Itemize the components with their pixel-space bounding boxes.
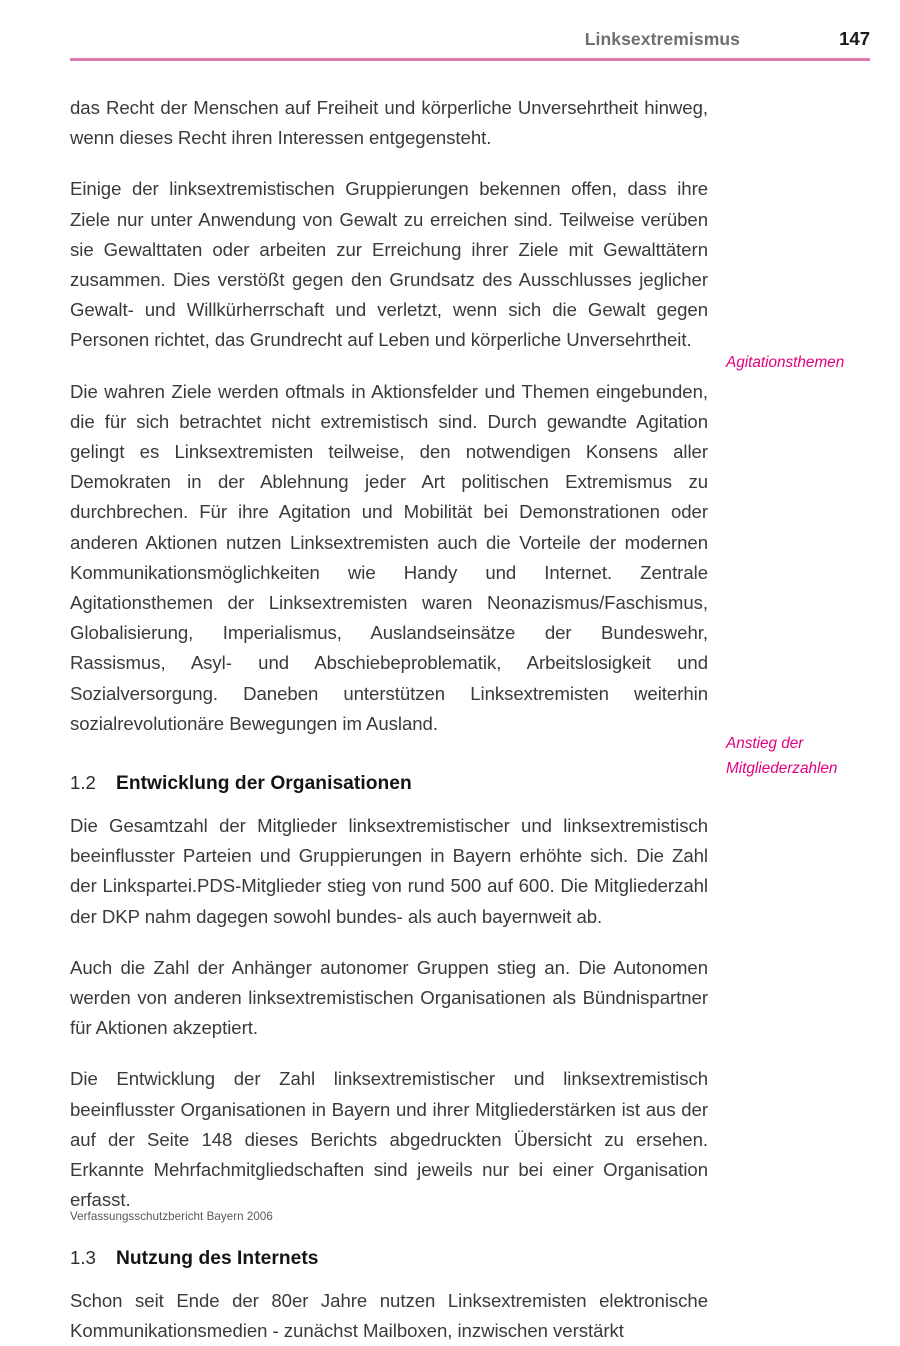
paragraph-mitgliederzahlen: Die Gesamtzahl der Mitglieder linksextremistischer und linksextremistisch beeinflusster Parteien und Gruppierungen in Bayern erhöhte sich. Die Zahl der Linkspartei.PDS-Mitglieder stieg von rund 500 auf 600. Die Mitgliederzahl der DKP nahm dagegen sowohl bundes- als auch bayernweit ab. <box>70 815 708 927</box>
paragraph-gewalt: Einige der linksextremistischen Gruppierungen bekennen offen, dass ihre Ziele nur unter Anwendung von Gewalt zu erreichen sind. Teilweise verüben sie Gewalttaten oder arbeiten zur Erreichung ihrer Ziele mit Gewalttätern zusammen. Dies verstößt gegen den Grundsatz des Ausschlusses jeglicher Gewalt- und Willkürherrschaft und verletzt, wenn sich die Gewalt gegen Personen richtet, das Grundrecht auf Leben und körperliche Unversehrtheit. <box>70 178 708 351</box>
section-title: Entwicklung der Organisationen <box>116 773 412 795</box>
paragraph-continuation: das Recht der Menschen auf Freiheit und körperliche Unversehrtheit hinweg, wenn dieses Recht ihren Interessen entgegensteht. <box>70 97 708 149</box>
page-footer: Verfassungsschutzbericht Bayern 2006 <box>70 1210 273 1223</box>
marginal-note-line-1: Anstieg der <box>726 735 804 752</box>
section-title: Nutzung des Internets <box>116 1247 319 1269</box>
running-head <box>70 28 870 58</box>
section-number: 1.3 <box>70 1246 96 1268</box>
section-heading-1-3 <box>70 1247 708 1270</box>
marginal-note-anstieg-mitgliederzahlen <box>726 731 894 781</box>
section-heading-1-2 <box>70 772 708 795</box>
section-number: 1.2 <box>70 772 96 794</box>
page-number: 147 <box>839 28 870 49</box>
marginal-note-text: Agitationsthemen <box>726 354 845 371</box>
paragraph-autonome: Auch die Zahl der Anhänger autonomer Gruppen stieg an. Die Autonomen werden von anderen linksextremistischen Organisationen als Bündnispartner für Aktionen akzeptiert. <box>70 956 708 1039</box>
paragraph-internet: Schon seit Ende der 80er Jahre nutzen Linksextremisten elektronische Kommunikationsmedien - zunächst Mailboxen, inzwischen verstärkt <box>70 1289 708 1341</box>
marginal-note-line-2: Mitgliederzahlen <box>726 760 838 777</box>
paragraph-uebersicht: Die Entwicklung der Zahl linksextremistischer und linksextremistisch beeinflusster Organisationen in Bayern und ihrer Mitgliederstärken ist aus der auf der Seite 148 dieses Berichts abgedruckten Übersicht zu ersehen. Erkannte Mehrfachmitgliedschaften sind jeweils nur bei einer Organisation erfasst. <box>70 1068 708 1211</box>
running-head-section-title: Linksextremismus <box>584 29 740 49</box>
marginal-note-agitationsthemen <box>726 350 894 375</box>
main-text-column <box>70 93 708 1346</box>
paragraph-agitationsthemen: Die wahren Ziele werden oftmals in Aktionsfelder und Themen eingebunden, die für sich betrachtet nicht extremistisch sind. Durch gewandte Agitation gelingt es Linksextremisten teilweise, den notwendigen Konsens aller Demokraten in der Ablehnung jeder Art politischen Extremismus zu durchbrechen. Für ihre Agitation und Mobilität bei Demonstrationen oder anderen Aktionen nutzen Linksextremisten auch die Vorteile der modernen Kommunikationsmöglichkeiten wie Handy und Internet. Zentrale Agitationsthemen der Linksextremisten waren Neonazismus/Faschismus, Globalisierung, Imperialismus, Auslandseinsätze der Bundeswehr, Rassismus, Asyl- und Abschiebeproblematik, Arbeitslosigkeit und Sozialversorgung. Daneben unterstützen Linksextremisten weiterhin sozialrevolutionäre Bewegungen im Ausland. <box>70 380 708 734</box>
header-divider-rule <box>70 58 870 61</box>
